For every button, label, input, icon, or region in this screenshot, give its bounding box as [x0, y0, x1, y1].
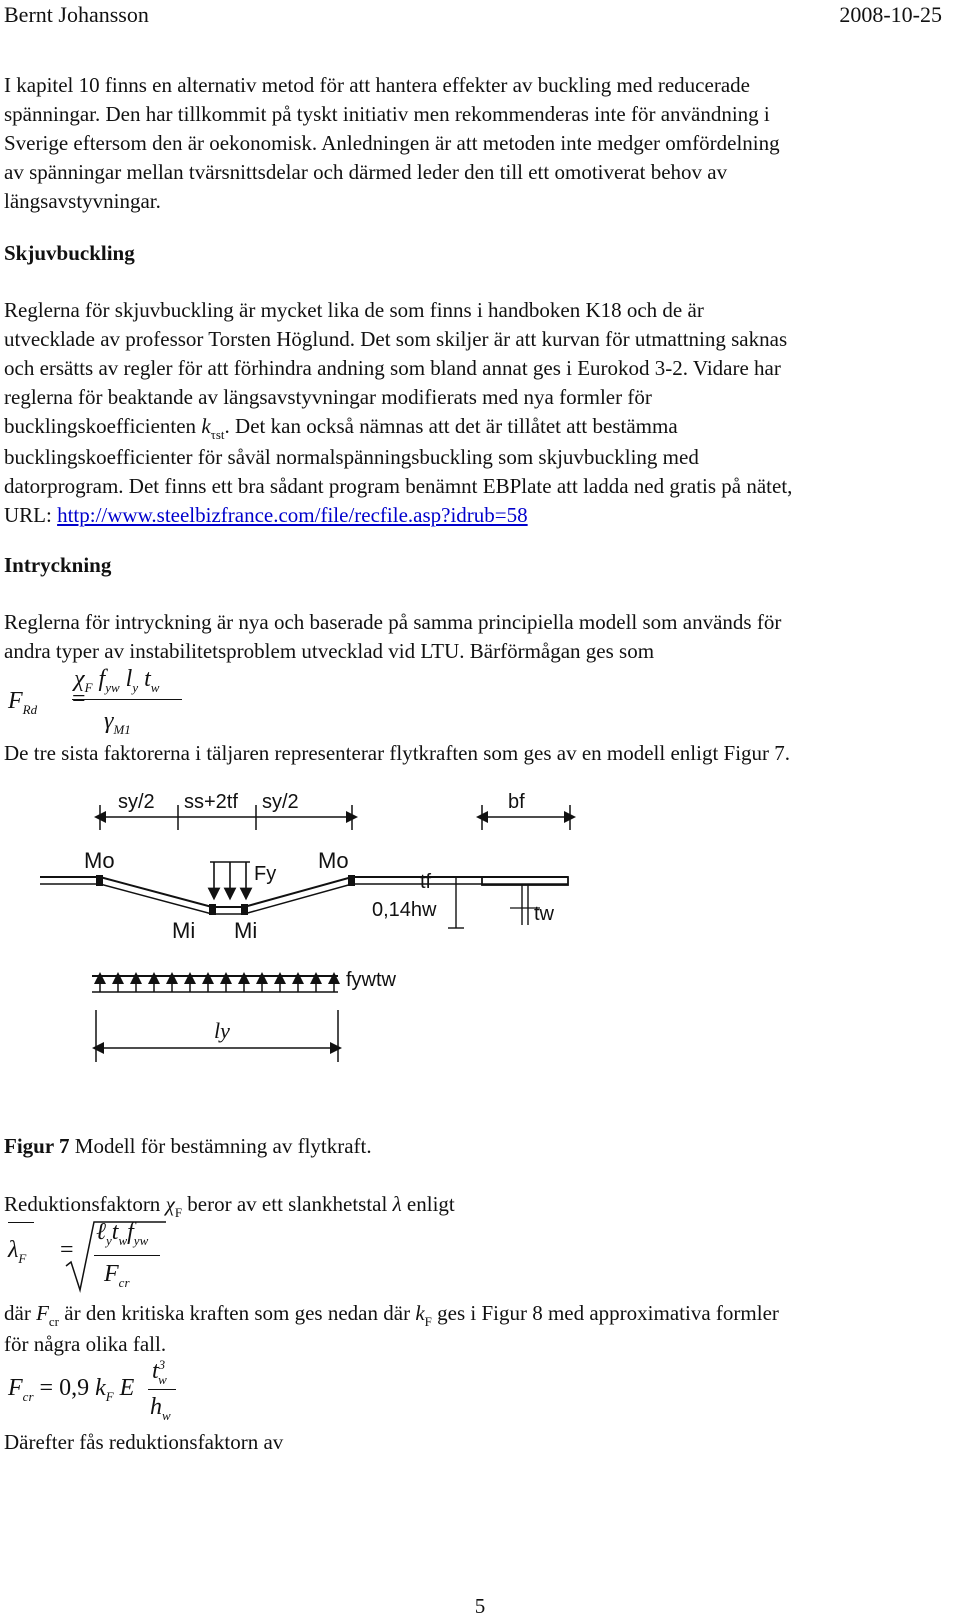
text-line: De tre sista faktorerna i täljaren representerar flytkraften som ges av en modell enligt Figur 7.	[4, 741, 791, 765]
formula-lambda-fraction-bar	[94, 1255, 160, 1256]
label-mi-right: Mi	[234, 918, 258, 943]
figure-7-model	[0, 780, 960, 1100]
formula-frd-equals: =	[72, 686, 86, 712]
formula-lambda-numerator: $\ell_yt_wf_{yw}$	[96, 1219, 149, 1248]
top-dimension-line	[100, 805, 570, 830]
load-fy-arrows	[210, 862, 250, 894]
header-author: Bernt Johansson	[4, 2, 149, 27]
formula-lambda-lhs: $\lambda_F$	[8, 1237, 27, 1266]
label-mo-left: Mo	[84, 848, 115, 873]
formula-frd-numerator: $\chi_F$ $f_{yw}$ $l_y$ $t_w$	[74, 666, 160, 695]
page-number: 5	[474, 1594, 486, 1618]
formula-lambda-denominator: $F_{cr}$	[104, 1261, 130, 1290]
text-line: där $F_{cr}$ är den kritiska kraften som ges nedan där $k_F$ ges i Figur 8 med approximativa formler	[4, 1301, 779, 1329]
distributed-reaction	[92, 976, 338, 992]
label-tf: tf	[420, 871, 432, 893]
label-fywtw: fywtw	[346, 969, 396, 991]
ebplate-url-link[interactable]: http://www.steelbizfrance.com/file/recfile.asp?idrub=58	[57, 503, 528, 527]
intro-paragraph	[4, 71, 949, 216]
text-line: Reglerna för skjuvbuckling är mycket lika de som finns i handboken K18 och de är	[4, 298, 704, 322]
text-line: URL: http://www.steelbizfrance.com/file/recfile.asp?idrub=58	[4, 503, 528, 527]
label-fy: Fy	[254, 863, 277, 885]
shear-paragraph	[4, 296, 949, 530]
patch-paragraph	[4, 608, 949, 666]
text-line: Sverige eftersom den är oekonomisk. Anledningen är att metoden inte medger omfördelning	[4, 131, 780, 155]
section-heading-patch: Intryckning	[4, 553, 112, 577]
patch-paragraph-2	[4, 739, 949, 768]
text-line: spänningar. Den har tillkommit på tyskt initiativ men rekommenderas inte för användning i	[4, 102, 770, 126]
text-line: av spänningar mellan tvärsnittsdelar och därmed leder den till ett omotiverat behov av	[4, 160, 728, 184]
formula-fcr-lhs: $F_{cr} = 0,9$ $k_F$ E	[8, 1375, 135, 1404]
formula-fcr-numerator: $t^3_w$	[152, 1357, 167, 1387]
text-line: bucklingskoefficienter för såväl normalspänningsbuckling som skjuvbuckling med	[4, 445, 699, 469]
text-line: och ersätts av regler för att förhindra andning som bland annat ges i Eurokod 3-2. Vidare har	[4, 356, 781, 380]
formula-fcr-fraction-bar	[148, 1389, 176, 1390]
label-sy2-right: sy/2	[262, 791, 299, 813]
formula-frd-denominator: $\gamma_{M1}$	[104, 708, 131, 737]
text-line: längsavstyvningar.	[4, 189, 161, 213]
label-tw: tw	[534, 903, 554, 925]
label-sy2-left: sy/2	[118, 791, 155, 813]
text-line: bucklingskoefficienten $k_{\tau st}$. Det kan också nämnas att det är tillåtet att bestämma	[4, 414, 678, 442]
text-line: datorprogram. Det finns ett bra sådant program benämnt EBPlate att ladda ned gratis på nätet,	[4, 474, 793, 498]
label-ss-2tf: ss+2tf	[184, 791, 238, 813]
formula-lambda-equals: =	[60, 1237, 74, 1263]
text-line: I kapitel 10 finns en alternativ metod för att hantera effekter av buckling med reducerade	[4, 73, 750, 97]
label-bf: bf	[508, 791, 525, 813]
text-line: utvecklade av professor Torsten Höglund. Det som skiljer är att kurvan för utmattning saknas	[4, 327, 788, 351]
text-line: andra typer av instabilitetsproblem utvecklad vid LTU. Bärförmågan ges som	[4, 639, 655, 663]
reduction-paragraph	[4, 1299, 949, 1359]
formula-frd-lhs: $F_{Rd}$	[8, 688, 38, 717]
formula-fcr-denominator: $h_w$	[150, 1394, 171, 1423]
flange-deformed-shape	[40, 877, 568, 914]
plastic-hinges	[96, 875, 355, 915]
reduction-line-4: Därefter fås reduktionsfaktorn av	[4, 1430, 284, 1454]
label-mi-left: Mi	[172, 918, 196, 943]
figure-7-caption: Figur 7 Modell för bestämning av flytkraft.	[4, 1134, 372, 1158]
header-date: 2008-10-25	[839, 2, 942, 27]
formula-lambda-overbar	[8, 1222, 34, 1223]
label-mo-right: Mo	[318, 848, 349, 873]
label-014hw: 0,14hw	[372, 899, 437, 921]
text-line: för några olika fall.	[4, 1332, 167, 1356]
text-line: reglerna för beaktande av längsavstyvningar modifierats med nya formler för	[4, 385, 652, 409]
reduction-line-1: Reduktionsfaktorn $\chi_F$ beror av ett slankhetstal λ enligt	[4, 1192, 455, 1220]
label-ly: ly	[214, 1018, 230, 1043]
section-heading-shear: Skjuvbuckling	[4, 241, 135, 265]
formula-frd-fraction-bar	[72, 699, 182, 700]
text-line: Reglerna för intryckning är nya och baserade på samma principiella modell som används för	[4, 610, 782, 634]
